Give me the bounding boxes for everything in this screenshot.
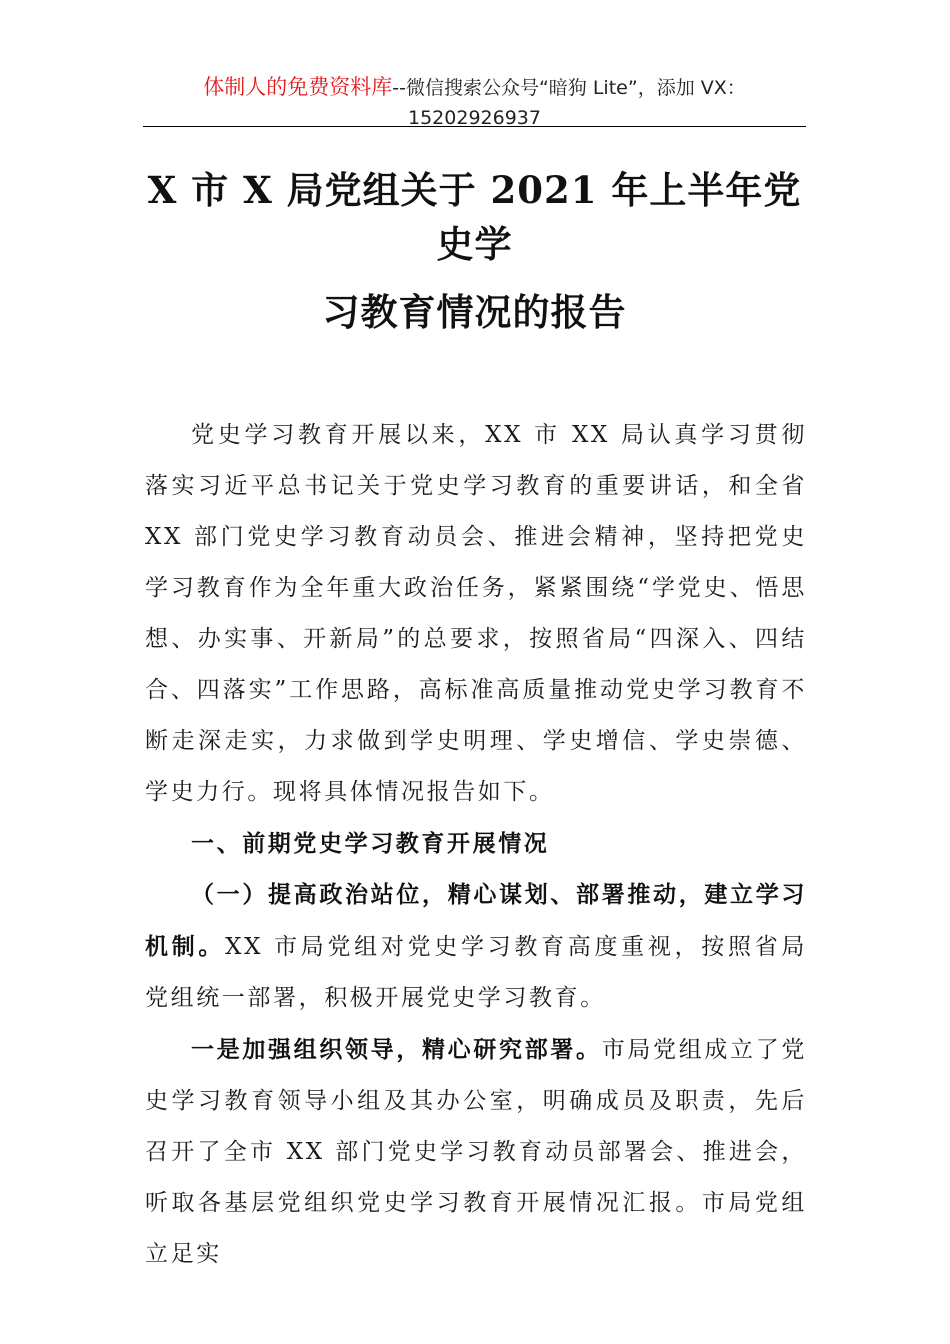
header-wechat-text: --微信搜索公众号“暗狗 Lite”，添加 VX： bbox=[392, 77, 746, 99]
intro-paragraph: 党史学习教育开展以来，XX 市 XX 局认真学习贯彻落实习近平总书记关于党史学习教育的重要讲话，和全省 XX 部门党史学习教育动员会、推进会精神，坚持把党史学习教育作为全年重大政治任务，紧紧围绕“学党史、悟思想、办实事、开新局”的总要求，按照省局“四深入、四结合、四落实”工作思路，高标准高质量推动党史学习教育不断走深走实，力求做到学史明理、学史增信、学史崇德、学史力行。现将具体情况报告如下。 bbox=[145, 422, 807, 805]
section-heading-1: 一、前期党史学习教育开展情况 bbox=[191, 830, 550, 857]
header-phone: 15202926937 bbox=[408, 107, 541, 129]
header-divider bbox=[143, 126, 806, 127]
document-title-line-2: 习教育情况的报告 bbox=[322, 290, 627, 334]
item-paragraph-1 bbox=[145, 1024, 807, 1280]
document-title-line-1: X 市 X 局党组关于 2021 年上半年党史学 bbox=[147, 168, 802, 266]
subsection-paragraph-1 bbox=[145, 869, 807, 1024]
page-header bbox=[143, 72, 806, 133]
item-text-1: 市局党组成立了党史学习教育领导小组及其办公室，明确成员及职责，先后召开了全市 XX 部门党史学习教育动员部署会、推进会，听取各基层党组织党史学习教育开展情况汇报。市局党组立足实 bbox=[145, 1037, 807, 1267]
item-heading-1: 一是加强组织领导，精心研究部署。 bbox=[191, 1036, 602, 1063]
subsection-text-1: XX 市局党组对党史学习教育高度重视，按照省局党组统一部署，积极开展党史学习教育。 bbox=[145, 934, 807, 1011]
document-body bbox=[145, 410, 807, 1280]
subsection-heading-1: （一）提高政治站位，精心谋划、部署推动，建立学习机制。 bbox=[145, 881, 807, 960]
header-brand: 体制人的免费资料库 bbox=[203, 75, 393, 99]
